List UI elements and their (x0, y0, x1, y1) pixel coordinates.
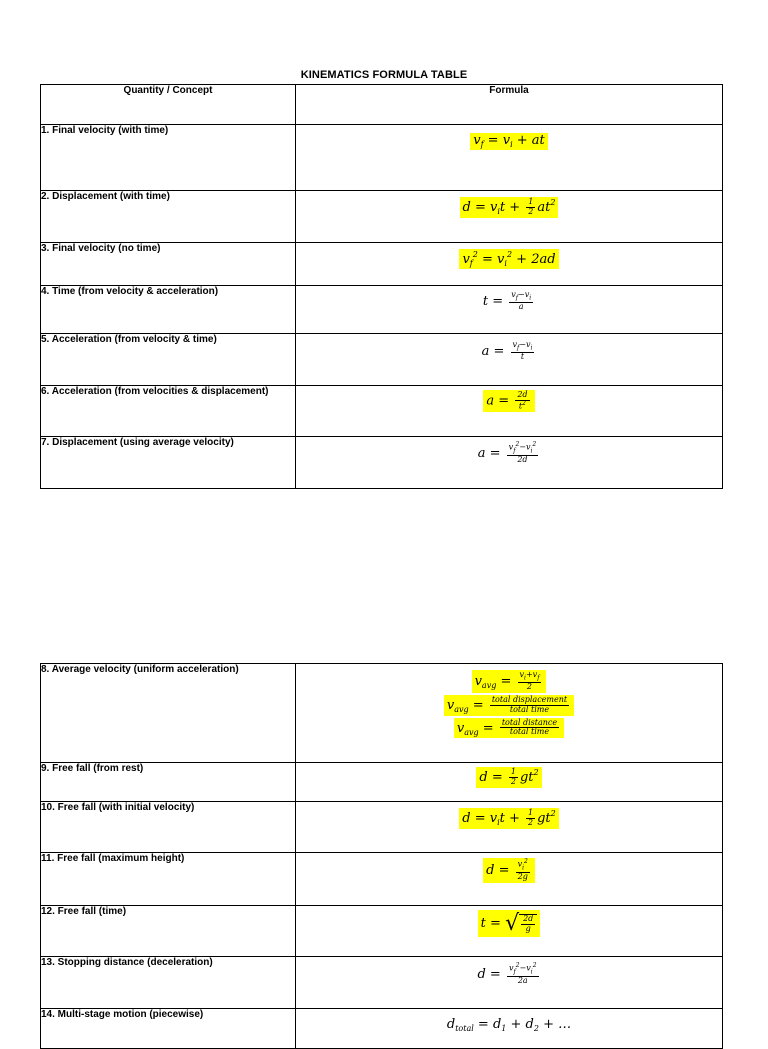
row-label: 2. Displacement (with time) (41, 191, 296, 243)
formula-cell (296, 802, 723, 853)
row-label: 14. Multi-stage motion (piecewise) (41, 1009, 296, 1049)
table-row (41, 386, 723, 437)
formula-final-velocity: $v_f = v_i$ + at (470, 133, 548, 150)
formula-free-fall-time: t = √ $\frac{2d}{g}$ (478, 910, 541, 937)
table-header-row (41, 85, 723, 125)
column-header-formula: Formula (296, 85, 723, 125)
formula-acceleration-displacement: a = $\frac{2d}{t^2}$ (483, 390, 534, 412)
table-row (41, 334, 723, 386)
formula-cell (296, 243, 723, 286)
row-label: 1. Final velocity (with time) (41, 125, 296, 191)
formula-cell (296, 957, 723, 1009)
formula-multi-stage: $d_{total} = d_1 + d_2$ + … (446, 1017, 572, 1033)
formula-cell (296, 286, 723, 334)
formula-cell (296, 437, 723, 489)
row-label: 6. Acceleration (from velocities & displacement) (41, 386, 296, 437)
formula-free-fall-initial-velocity: $d = v_it$ + $\frac{1}{2}$ $gt^2$ (459, 808, 559, 829)
row-label: 9. Free fall (from rest) (41, 763, 296, 802)
formula-free-fall-rest: d = $\frac{1}{2}$ $gt^2$ (476, 767, 541, 788)
row-label: 8. Average velocity (uniform acceleration) (41, 664, 296, 763)
column-header-quantity: Quantity / Concept (41, 85, 296, 125)
table-row (41, 191, 723, 243)
formula-stopping-distance: d = $\frac{v_f^2-v_i^2}{2a}$ (477, 962, 537, 985)
table-row (41, 286, 723, 334)
formula-cell (296, 853, 723, 906)
row-label: 5. Acceleration (from velocity & time) (41, 334, 296, 386)
formula-average-velocity-displacement: $v_{avg}$ = $\frac{\text{total displacement}}{\text{total time}}$ (444, 695, 574, 716)
table-row (41, 664, 723, 763)
formula-cell (296, 1009, 723, 1049)
row-label: 13. Stopping distance (deceleration) (41, 957, 296, 1009)
table-row (41, 1009, 723, 1049)
formula-max-height: d = $\frac{v_i^2}{2g}$ (483, 858, 535, 883)
formula-cell (296, 906, 723, 957)
table-row (41, 853, 723, 906)
formula-cell (296, 386, 723, 437)
formula-table-2 (40, 663, 723, 1049)
table-row (41, 243, 723, 286)
table-row (41, 906, 723, 957)
formula-cell (296, 664, 723, 763)
table-row (41, 125, 723, 191)
row-label: 12. Free fall (time) (41, 906, 296, 957)
page-title: KINEMATICS FORMULA TABLE (300, 69, 468, 81)
row-label: 7. Displacement (using average velocity) (41, 437, 296, 489)
table-row (41, 763, 723, 802)
formula-cell (296, 763, 723, 802)
formula-time: t = $\frac{v_f-v_i}{a}$ (482, 290, 532, 312)
formula-acceleration: a = $\frac{v_f-v_i}{t}$ (481, 340, 533, 362)
formula-displacement-avg: a = $\frac{v_f^2-v_i^2}{2d}$ (477, 441, 537, 464)
formula-displacement: $d = v_it$ + $\frac{1}{2}$ $at^2$ (460, 197, 559, 218)
row-label: 10. Free fall (with initial velocity) (41, 802, 296, 853)
row-label: 11. Free fall (maximum height) (41, 853, 296, 906)
formula-cell (296, 125, 723, 191)
formula-cell (296, 191, 723, 243)
table-row (41, 957, 723, 1009)
formula-average-speed: $v_{avg}$ = $\frac{\text{total distance}}{\text{total time}}$ (454, 718, 564, 739)
formula-table-1 (40, 84, 723, 489)
row-label: 4. Time (from velocity & acceleration) (41, 286, 296, 334)
row-label: 3. Final velocity (no time) (41, 243, 296, 286)
formula-average-velocity: $v_{avg}$ = $\frac{v_i+v_f}{2}$ (472, 670, 547, 693)
formula-cell (296, 334, 723, 386)
formula-final-velocity-no-time: $v_f^2 = v_i^2 + 2ad$ (459, 249, 558, 269)
table-row (41, 802, 723, 853)
table-row (41, 437, 723, 489)
